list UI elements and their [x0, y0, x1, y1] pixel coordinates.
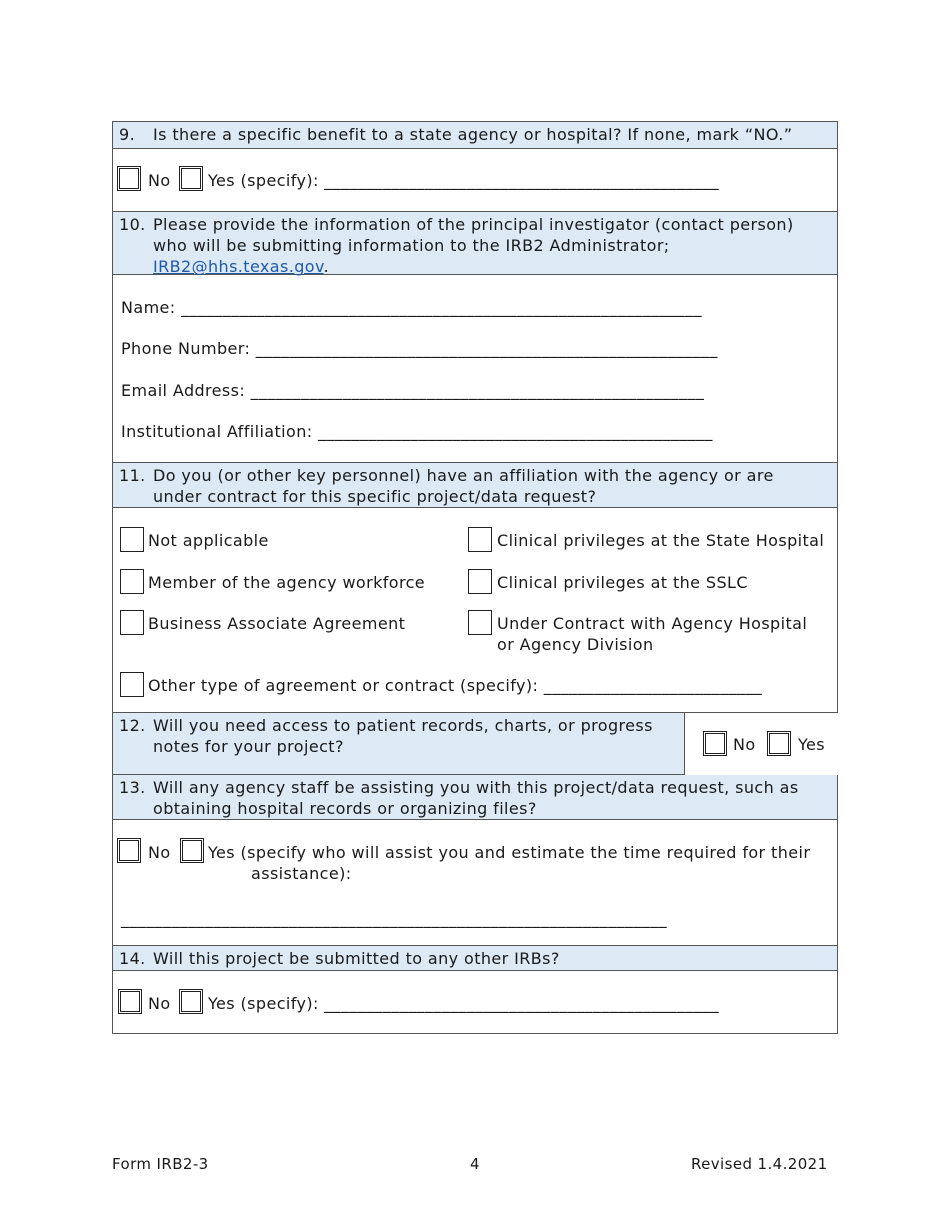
q13-yes-line1: Yes (specify who will assist you and estimate the time required for their — [208, 843, 811, 862]
q14-question: Will this project be submitted to any other IRBs? — [153, 949, 560, 968]
q13-line2: obtaining hospital records or organizing files? — [153, 799, 537, 818]
sslc-checkbox[interactable] — [468, 569, 492, 594]
q13-yes-checkbox[interactable] — [180, 838, 204, 863]
q12-line1: Will you need access to patient records, charts, or progress — [153, 716, 653, 735]
q12-no-checkbox[interactable] — [703, 731, 727, 756]
q9-number: 9. — [119, 125, 136, 144]
q14-header — [113, 946, 837, 971]
q11-number: 11. — [119, 466, 146, 485]
agency-contract-checkbox[interactable] — [468, 610, 492, 635]
workforce-checkbox[interactable] — [120, 569, 144, 594]
q14-number: 14. — [119, 949, 146, 968]
pi-phone-field[interactable]: Phone Number: _______________________________________________________ — [121, 339, 718, 358]
footer-revised-date: Revised 1.4.2021 — [691, 1155, 828, 1173]
state-hospital-checkbox[interactable] — [468, 527, 492, 552]
q12-answer-cell — [684, 713, 839, 775]
agency-contract-label-line1: Under Contract with Agency Hospital — [497, 614, 808, 633]
q13-header — [113, 775, 837, 820]
irb-form — [112, 121, 838, 1034]
q13-yes-line2: assistance): — [251, 864, 352, 883]
q9-answer — [113, 149, 837, 212]
q12-question — [119, 715, 679, 757]
baa-checkbox[interactable] — [120, 610, 144, 635]
footer-form-id: Form IRB2-3 — [112, 1155, 209, 1173]
agency-contract-label-line2: or Agency Division — [497, 635, 654, 654]
q11-line2: under contract for this specific project/data request? — [153, 487, 597, 506]
q12-row — [113, 713, 837, 775]
other-agreement-label[interactable]: Other type of agreement or contract (specify): __________________________ — [148, 676, 763, 695]
q9-yes-checkbox[interactable] — [179, 166, 203, 191]
other-agreement-checkbox[interactable] — [120, 672, 144, 697]
q14-yes-specify: Yes (specify): _______________________________________________ — [208, 994, 720, 1013]
q14-no-label: No — [148, 994, 171, 1013]
pi-email-field[interactable]: Email Address: ______________________________________________________ — [121, 381, 705, 400]
q14-answer — [113, 971, 837, 1033]
q11-options — [113, 508, 837, 713]
sslc-label: Clinical privileges at the SSLC — [497, 573, 748, 592]
q13-no-checkbox[interactable] — [117, 838, 141, 863]
q14-no-checkbox[interactable] — [118, 989, 142, 1014]
q13-line1: Will any agency staff be assisting you with this project/data request, such as — [153, 778, 799, 797]
not-applicable-checkbox[interactable] — [120, 527, 144, 552]
not-applicable-label: Not applicable — [148, 531, 269, 550]
state-hospital-label: Clinical privileges at the State Hospital — [497, 531, 825, 550]
q12-number: 12. — [119, 716, 146, 735]
q13-answer — [113, 820, 837, 946]
q11-line1: Do you (or other key personnel) have an affiliation with the agency or are — [153, 466, 774, 485]
q13-no-label: No — [148, 843, 171, 862]
q12-yes-label: Yes — [798, 735, 826, 754]
q12-yes-checkbox[interactable] — [767, 731, 791, 756]
q9-header — [113, 122, 837, 149]
q10-contact-fields — [113, 275, 837, 463]
q13-answer-line[interactable]: _________________________________________________________________ — [121, 909, 667, 928]
baa-label: Business Associate Agreement — [148, 614, 406, 633]
q14-yes-checkbox[interactable] — [179, 989, 203, 1014]
footer-page-number: 4 — [470, 1155, 480, 1173]
q10-header — [113, 212, 837, 275]
q9-no-label: No — [148, 171, 171, 190]
pi-affiliation-field[interactable]: Institutional Affiliation: _______________________________________________ — [121, 422, 713, 441]
workforce-label: Member of the agency workforce — [148, 573, 426, 592]
q9-yes-specify: Yes (specify): _______________________________________________ — [208, 171, 720, 190]
q13-number: 13. — [119, 778, 146, 797]
pi-name-field[interactable]: Name: ______________________________________________________________ — [121, 298, 702, 317]
q12-no-label: No — [733, 735, 756, 754]
q9-question: Is there a specific benefit to a state agency or hospital? If none, mark “NO.” — [153, 125, 793, 144]
q10-line1: Please provide the information of the principal investigator (contact person) — [153, 215, 794, 234]
q9-no-checkbox[interactable] — [117, 166, 141, 191]
q12-line2: notes for your project? — [153, 737, 344, 756]
q10-number: 10. — [119, 215, 146, 234]
irb2-email-link[interactable]: IRB2@hhs.texas.gov — [153, 257, 324, 276]
q10-line2: who will be submitting information to the IRB2 Administrator; — [153, 236, 670, 255]
q11-header — [113, 463, 837, 508]
q10-email-punct: . — [323, 257, 330, 276]
